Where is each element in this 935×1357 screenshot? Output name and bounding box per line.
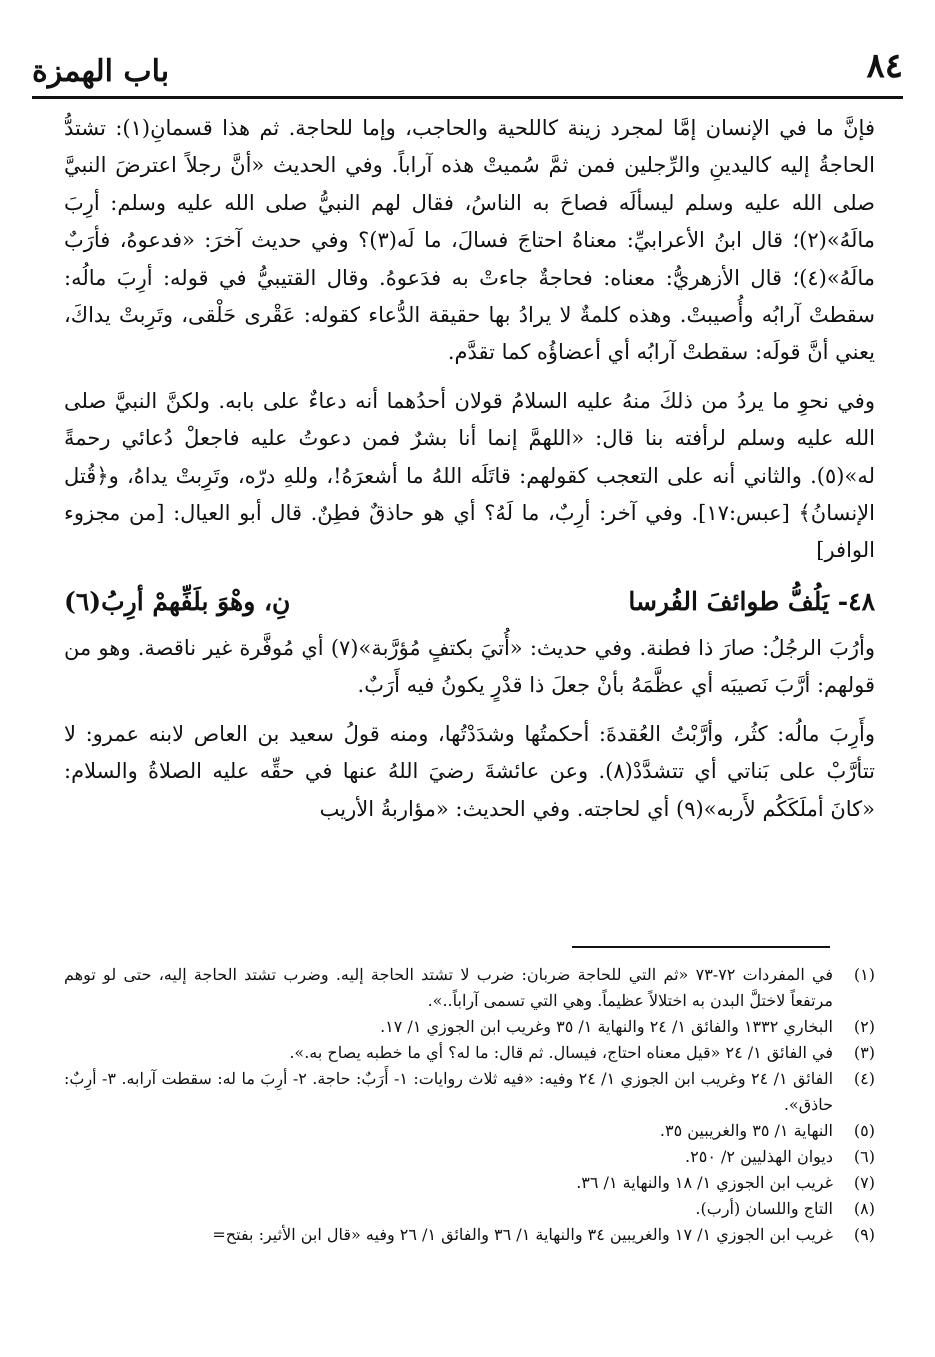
- footnote-number: (٤): [853, 1069, 875, 1088]
- text-line: الصلاةُ والسلام: «كانَ أملَكَكُم لأَربه»(٩) أي لحاجته. وفي الحديث: «مؤاربةُ الأريب: [64, 759, 875, 821]
- footnote-number: (٣): [853, 1043, 875, 1062]
- footnote: [64, 1118, 875, 1144]
- paragraph: [64, 630, 875, 705]
- page-number: ٨٤: [866, 46, 903, 86]
- footnote-number: (٦): [853, 1147, 875, 1166]
- verse-number: ٤٨-: [837, 586, 875, 616]
- text-line: تشتدُّ الحاجةُ إليه كاليدينِ والرِّجلين فمن ثمَّ سُميتْ هذه آراباً. وفي الحديث «أنَّ رجلاً: [64, 116, 875, 178]
- footnote-text: في الفائق ١/ ٢٤ «قيل معناه احتاج، فيسال. ثم قال: ما له؟ أي ما خطبه يصاح به.».: [289, 1043, 833, 1062]
- verse-first-half: يَلُفُّ طوائفَ الفُرسا: [628, 586, 830, 616]
- text-line: القتيبيُّ في قوله: أرِبَ مالُه: سقطتْ آرابُه وأُصيبتْ. وهذه كلمةٌ لا يرادُ بها حقيقة الدُّعاء: [64, 265, 875, 328]
- chapter-title: باب الهمزة: [32, 54, 170, 89]
- footnote-number: (٢): [853, 1017, 875, 1036]
- footnote-text: التاج واللسان (أرب).: [695, 1199, 833, 1218]
- footnote-text: في المفردات ٧٢-٧٣ «ثم التي للحاجة ضربان: ضرب لا تشتد الحاجة إليه. وضرب تشتد الحاجة إليه، حتى لو توهم مرتفعاً لاختلَّ البدن به اختلالاً عظيماً. وهي التي تسمى آراباً..».: [64, 965, 834, 1010]
- footnote-text: البخاري ١٣٣٢ والفائق ١/ ٢٤ والنهاية ١/ ٣٥ وغريب ابن الجوزي ١/ ١٧.: [380, 1017, 833, 1036]
- footnote-number: (٧): [853, 1173, 875, 1192]
- footnote-number: (١): [853, 965, 875, 984]
- paragraph: [64, 716, 875, 828]
- footnote-number: (٨): [853, 1199, 875, 1218]
- footnote: [64, 1040, 875, 1066]
- footnote: [64, 1222, 875, 1248]
- footnote-number: (٩): [853, 1225, 875, 1244]
- text-line: لابنه عمرو: لا تتأرَّبْ على بَناتي أي تتشدَّدْ(٨). وعن عائشةَ رضيَ اللهُ عنها في حقِّه عليه: [64, 721, 875, 784]
- text-line: ناقصة. وهو من قولهم: أرَّبَ نَصيبَه أي عظَّمَهُ بأنْ جعلَ ذا قدْرٍ يكونُ فيه أَرَبٌ.: [64, 635, 875, 698]
- text-line: اعترضَ النبيَّ صلى الله عليه وسلم ليسألَه فصاحَ به الناسُ، فقال لهم النبيُّ صلى الله عليه: [64, 153, 876, 215]
- footnote: [64, 1196, 875, 1222]
- footnote: [64, 1144, 875, 1170]
- footnote-text: الفائق ١/ ٢٤ وغريب ابن الجوزي ١/ ٢٤ وفيه: «فيه ثلاث روايات: ١- أَرَبٌ: حاجة. ٢- أرِبَ ما له: سقطت آرابه. ٣- أرِبٌ: حاذق».: [64, 1069, 834, 1114]
- header-rule: [32, 96, 903, 99]
- paragraph: [64, 110, 875, 372]
- text-line: وسلم: أرِبَ مالَهُ»(٢)؛ قال ابنُ الأعرابيِّ: معناهُ احتاجَ فسالَ، ما لَه(٣)؟ وفي حديث: [64, 190, 875, 253]
- text-line: فطِنٌ. قال أبو العيال: [من مجزوء الوافر]: [64, 501, 875, 563]
- text-line: وتَرِبتْ يداهُ، و﴿قُتل الإنسانُ﴾ [عبس:١٧]. وفي آخر: أرِبٌ، ما لَهُ؟ أي هو حاذقٌ: [64, 463, 875, 526]
- text-line: دُعائي رحمةً له»(٥). والثاني أنه على التعجب كقولهم: قاتَلَه اللهُ ما أشعرَهُ!، وللهِ درّه،: [64, 426, 875, 488]
- footnote-text: غريب ابن الجوزي ١/ ١٨ والنهاية ١/ ٣٦.: [576, 1173, 833, 1192]
- footnote: [64, 962, 875, 1014]
- paragraph: [64, 383, 875, 570]
- footnote-number: (٥): [853, 1121, 875, 1140]
- text-line: آخرَ: «فدعوهُ، فأرَبٌ مالَهُ»(٤)؛ قال الأزهريُّ: معناه: فحاجةٌ جاءتْ به فدَعوهُ. وقال: [64, 228, 875, 290]
- paragraph-gap: [64, 372, 875, 383]
- text-line: وفي نحوِ ما يردُ من ذلكَ منهُ عليه السلامُ قولان أحدُهما أنه دعاءٌ على بابه. ولكنَّ: [165, 388, 875, 413]
- footnote: [64, 1170, 875, 1196]
- footnote-text: ديوان الهذليين ٢/ ٢٥٠.: [685, 1147, 833, 1166]
- footnote-text: النهاية ١/ ٣٥ والغريبين ٣٥.: [659, 1121, 833, 1140]
- footnote: [64, 1066, 875, 1118]
- verse-second-hemistich: نِ، وهْوَ بلَفِّهمْ أرِبُ(٦): [64, 586, 291, 616]
- text-line: فإنَّ ما في الإنسان إمَّا لمجرد زينة كاللحية والحاجب، وإما للحاجة. ثم هذا قسمانِ(١):: [115, 116, 875, 140]
- paragraph-gap: [64, 705, 875, 716]
- footnote-text: غريب ابن الجوزي ١/ ١٧ والغريبين ٣٤ والنهاية ١/ ٣٦ والفائق ١/ ٢٦ وفيه «قال ابن الأثير: بفتح=: [212, 1225, 833, 1244]
- text-line: كقوله: عَقْرى حَلْقى، وتَرِبتْ يداكَ، يعني أنَّ قولَه: سقطتْ آرابُه أي أعضاؤُه كما تقدَّم.: [64, 303, 875, 365]
- text-line: وأَرِبَ مالُه: كثُر، وأرَّبْتُ العُقدةَ: أحكمتُها وشدَدْتُها، ومنه قولُ سعيد بن العاص: [193, 721, 875, 746]
- poetry-verse: [64, 578, 875, 626]
- footnote: [64, 1014, 875, 1040]
- text-line: النبيَّ صلى الله عليه وسلم لرأفته بنا قال: «اللهمَّ إنما أنا بشرٌ فمن دعوتُ عليه فاجعلْ: [64, 388, 875, 451]
- verse-first-hemistich: [628, 578, 875, 626]
- footnote-rule: [572, 946, 830, 948]
- page-header: [32, 40, 903, 92]
- main-text: [64, 110, 875, 828]
- text-line: وأرُبَ الرجُلُ: صارَ ذا فطنة. وفي حديث: «أُتيَ بكتفٍ مُؤرَّبة»(٧) أي مُوفَّرة غير: [203, 635, 875, 660]
- footnotes: [64, 962, 875, 1248]
